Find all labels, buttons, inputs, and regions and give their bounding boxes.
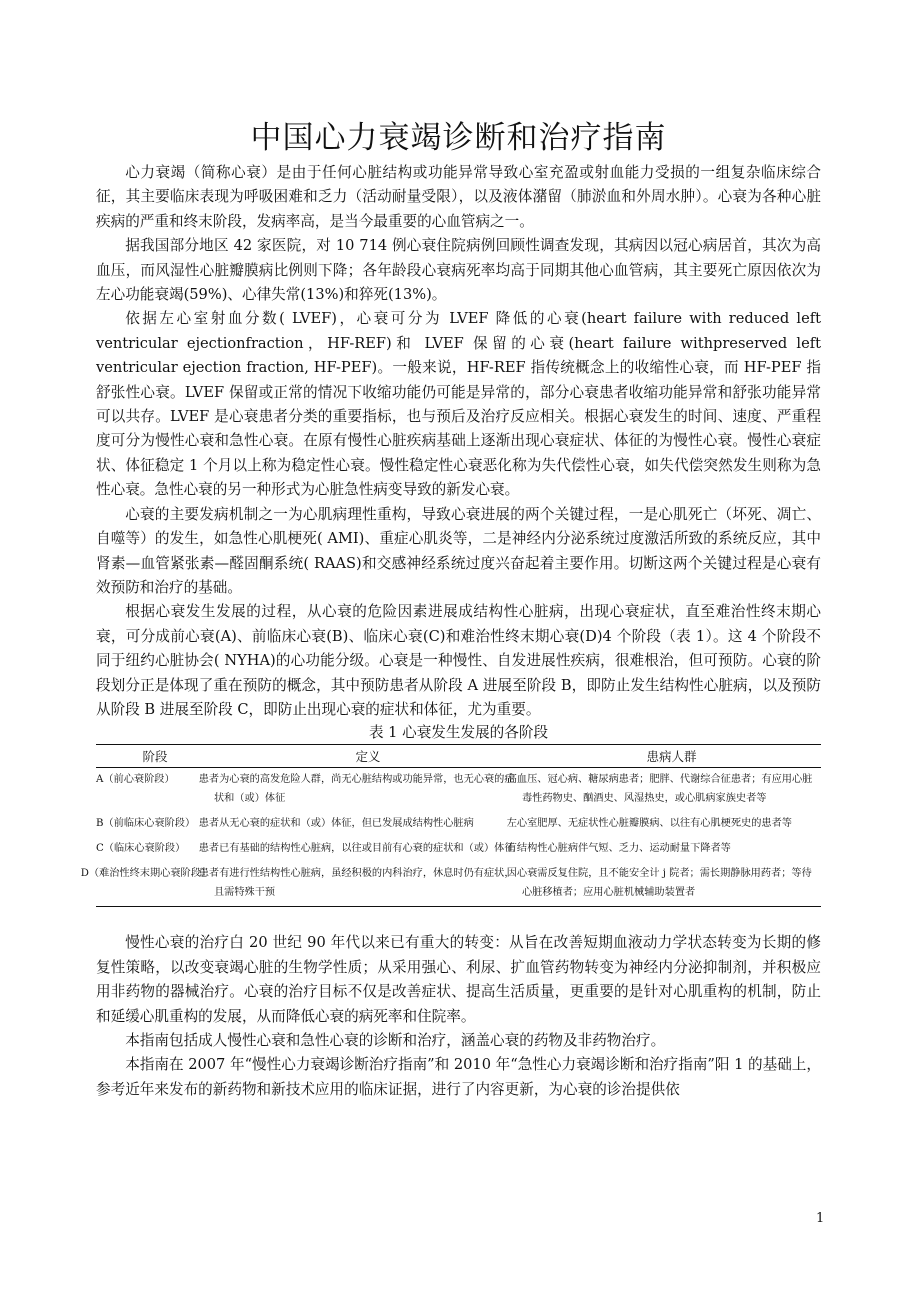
stage-cell: D（难治性终末期心衰阶段） <box>96 862 214 907</box>
table-header-row <box>96 745 821 768</box>
paragraph-basis: 本指南在 2007 年“慢性心力衰竭诊断治疗指南”和 2010 年“急性心力衰竭诊断和治疗指南”阳 1 的基础上，参考近年来发布的新药物和新技术应用的临床证据，进行了内容更新，为心衰的诊治提供依 <box>96 1056 821 1098</box>
table-row <box>96 768 821 813</box>
population-cell: 左心室肥厚、无症状性心脏瓣膜病、以往有心肌梗死史的患者等 <box>506 818 792 830</box>
header-stage: 阶段 <box>96 745 214 768</box>
table-row <box>96 812 821 837</box>
header-population: 患病人群 <box>522 745 821 768</box>
paragraph-treatment-shift: 慢性心衰的治疗白 20 世纪 90 年代以来已有重大的转变：从旨在改善短期血液动力学状态转变为长期的修复性策略，以改变衰竭心脏的生物学性质；从采用强心、利尿、扩血管药物转变为神经内分泌抑制剂，并积极应用非药物的器械治疗。心衰的治疗目标不仅是改善症状、提高生活质量，更重要的是针对心肌重构的机制，防止和延缓心肌重构的发展，从而降低心衰的病死率和住院率。 <box>96 934 821 1025</box>
table-row <box>96 862 821 907</box>
stage-cell: A（前心衰阶段） <box>96 774 175 786</box>
paragraph-epidemiology: 据我国部分地区 42 家医院，对 10 714 例心衰住院病例回顾性调查发现，其病因以冠心病居首，其次为高血压，而风湿性心脏瓣膜病比例则下降；各年龄段心衰病死率均高于同期其他心血管病，其主要死亡原因依次为左心功能衰竭(59%)、心律失常(13%)和猝死(13%)。 <box>96 237 821 304</box>
stage-cell: B（前临床心衰阶段） <box>96 818 196 830</box>
table-caption: 表 1 心衰发生发展的各阶段 <box>368 724 549 742</box>
page-number: 1 <box>816 1211 825 1226</box>
table-row <box>96 837 821 862</box>
document-page <box>80 112 821 1102</box>
definition-cell: 患者为心衰的高发危险人群，尚无心脏结构或功能异常，也无心衰的症状和（或）体征 <box>198 774 515 805</box>
population-cell: 因心衰需反复住院，且不能安全计 j 院者；需长期静脉用药者；等待心脏移植者；应用心脏机械辅助装置者 <box>522 862 821 907</box>
paragraph-scope: 本指南包括成人慢性心衰和急性心衰的诊断和治疗，涵盖心衰的药物及非药物治疗。 <box>125 1031 666 1049</box>
definition-cell: 患者有进行性结构性心脏病，虽经积极的内科治疗，休息时仍有症状，且需特殊干预 <box>214 862 522 907</box>
paragraph-mechanism: 心衰的主要发病机制之一为心肌病理性重构，导致心衰进展的两个关键过程，一是心肌死亡（坏死、凋亡、自噬等）的发生，如急性心肌梗死( AMI)、重症心肌炎等，二是神经内分泌系统过度激活所致的系统反应，其中肾素—血管紧张素—醛固酮系统( RAAS)和交感神经系统过度兴奋起着主要作用。切断这两个关键过程是心衰有效预防和治疗的基础。 <box>96 505 821 596</box>
paragraph-lvef-classification: 依据左心室射血分数( LVEF)，心衰可分为 LVEF 降低的心衰(heart failure with reduced left ventricular ejectionfraction，HF-REF)和 LVEF 保留的心衰(heart failure withpreserved left ventricular ejection fraction, HF-PEF)。一般来说，HF-REF 指传统概念上的收缩性心衰，而 HF-PEF 指舒张性心衰。LVEF 保留或正常的情况下收缩功能仍可能是异常的，部分心衰患者收缩功能异常和舒张功能异常可以共存。LVEF 是心衰患者分类的重要指标，也与预后及治疗反应相关。根据心衰发生的时间、速度、严重程度可分为慢性心衰和急性心衰。在原有慢性心脏疾病基础上逐渐出现心衰症状、体征的为慢性心衰。慢性心衰症状、体征稳定 1 个月以上称为稳定性心衰。慢性稳定性心衰恶化称为失代偿性心衰，如失代偿突然发生则称为急性心衰。急性心衰的另一种形式为心脏急性病变导致的新发心衰。 <box>96 310 821 499</box>
paragraph-definition: 心力衰竭（简称心衰）是由于任何心脏结构或功能异常导致心室充盈或射血能力受损的一组复杂临床综合征，其主要临床表现为呼吸困难和乏力（活动耐量受限），以及液体潴留（肺淤血和外周水肿）。心衰为各种心脏疾病的严重和终末阶段，发病率高，是当今最重要的心血管病之一。 <box>96 164 821 230</box>
stages-table <box>80 744 821 907</box>
paragraph-stages: 根据心衰发生发展的过程，从心衰的危险因素进展成结构性心脏病，出现心衰症状，直至难治性终末期心衰，可分成前心衰(A)、前临床心衰(B)、临床心衰(C)和难治性终末期心衰(D)4 个阶段（表 1）。这 4 个阶段不同于纽约心脏协会( NYHA)的心功能分级。心衰是一种慢性、自发进展性疾病，很难根治，但可预防。心衰的阶段划分正是体现了重在预防的概念，其中预防患者从阶段 A 进展至阶段 B，即防止发生结构性心脏病，以及预防从阶段 B 进展至阶段 C，即防止出现心衰的症状和体征，尤为重要。 <box>96 603 821 718</box>
header-definition: 定义 <box>214 745 522 768</box>
population-cell: 有结构性心脏病伴气短、乏力、运动耐量下降者等 <box>506 843 731 855</box>
document-title: 中国心力衰竭诊断和治疗指南 <box>250 120 667 156</box>
stage-cell: C（临床心衰阶段） <box>96 843 186 855</box>
definition-cell: 患者已有基础的结构性心脏病，以往或目前有心衰的症状和（或）体征 <box>198 843 515 855</box>
population-cell: 高血压、冠心病、糖尿病患者；肥胖、代谢综合征患者；有应用心脏毒性药物史、酗酒史、风湿热史，或心肌病家族史者等 <box>506 774 813 805</box>
definition-cell: 患者从无心衰的症状和（或）体征，但已发展成结构性心脏病 <box>198 818 474 830</box>
